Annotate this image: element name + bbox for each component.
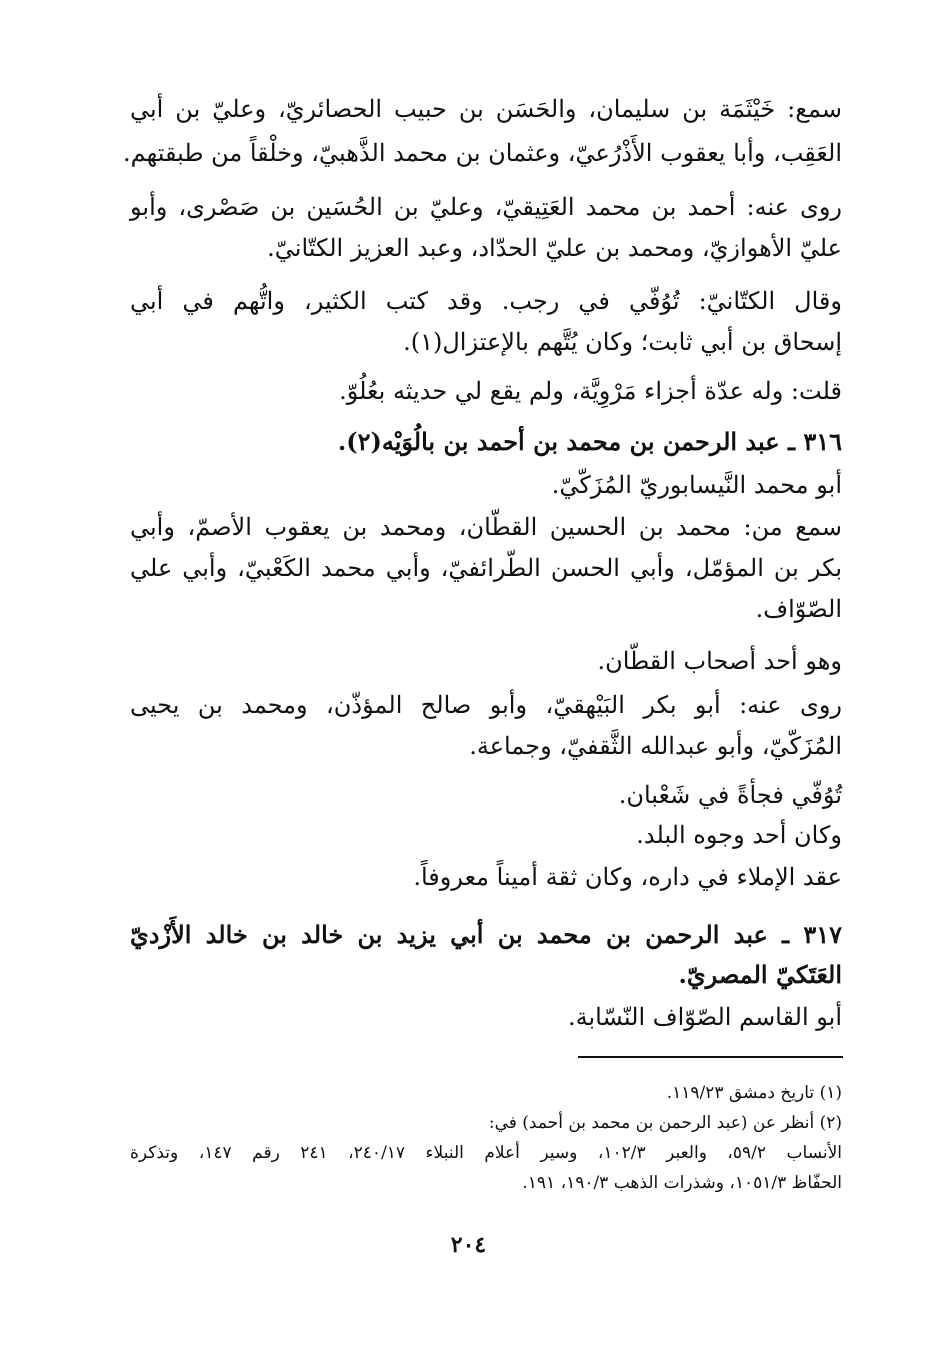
text-line: روى عنه: أحمد بن محمد العَتِيقيّ، وعليّ بن الحُسَين بن صَصْرى، وأبو — [130, 193, 842, 221]
footnote-separator — [578, 1056, 843, 1058]
footnote-1: (١) تاريخ دمشق ١١٩/٢٣. — [666, 1083, 842, 1103]
text-line: العَتَكيّ المصريّ. — [678, 960, 842, 989]
text-line: سمع من: محمد بن الحسين القطّان، ومحمد بن يعقوب الأصمّ، وأبي — [130, 513, 842, 541]
text-line: روى عنه: أبو بكر البَيْهقيّ، وأبو صالح المؤذّن، ومحمد بن يحيى — [130, 691, 842, 719]
footnote-2-line: الحفّاظ ١٠٥١/٣، وشذرات الذهب ١٩٠/٣، ١٩١. — [522, 1173, 842, 1193]
text-line: سمع: خَيْثَمَة بن سليمان، والحَسَن بن حبيب الحصائريّ، وعليّ بن أبي — [130, 95, 842, 123]
entry-heading-316: ٣١٦ ـ عبد الرحمن بن محمد بن أحمد بن بالُوَيْه(٢). — [337, 427, 842, 456]
text-line: أبو محمد النَّيسابوريّ المُزَكّيّ. — [551, 471, 842, 499]
text-line: عليّ الأهوازيّ، ومحمد بن عليّ الحدّاد، وعبد العزيز الكتّانيّ. — [267, 234, 842, 262]
text-line: بكر بن المؤمّل، وأبي الحسن الطّرائفيّ، وأبي محمد الكَعْبيّ، وأبي علي — [130, 554, 842, 582]
entry-heading-317: ٣١٧ ـ عبد الرحمن بن محمد بن أبي يزيد بن خالد بن خالد الأَزْديّ — [130, 920, 842, 949]
text-line: وهو أحد أصحاب القطّان. — [597, 647, 842, 675]
footnote-2: (٢) أنظر عن (عبد الرحمن بن محمد بن أحمد) في: — [488, 1113, 842, 1133]
text-line: وكان أحد وجوه البلد. — [636, 821, 842, 849]
text-line: وقال الكتّانيّ: تُوُفّي في رجب. وقد كتب الكثير، واتُّهم في أبي — [130, 287, 842, 315]
text-line: العَقِب، وأبا يعقوب الأَذْرُعيّ، وعثمان بن محمد الذَّهبيّ، وخلْقاً من طبقتهم. — [123, 139, 842, 167]
text-line: تُوُفّي فجأةً في شَعْبان. — [618, 781, 842, 809]
footnote-2-line: الأنساب ٥٩/٢، والعبر ١٠٢/٣، وسير أعلام النبلاء ٢٤٠/١٧، ٢٤١ رقم ١٤٧، وتذكرة — [130, 1143, 843, 1163]
text-line: عقد الإملاء في داره، وكان ثقة أميناً معروفاً. — [413, 863, 842, 891]
text-line: المُزَكّيّ، وأبو عبدالله الثَّقفيّ، وجماعة. — [469, 732, 842, 760]
text-line: أبو القاسم الصّوّاف النّسّابة. — [567, 1003, 842, 1031]
text-line: إسحاق بن أبي ثابت؛ وكان يُتَّهم بالإعتزال(١). — [403, 328, 842, 356]
text-line: قلت: وله عدّة أجزاء مَرْوِيَّة، ولم يقع لي حديثه بعُلُوّ. — [339, 377, 842, 405]
page-number: ٢٠٤ — [450, 1232, 487, 1258]
text-line: الصّوّاف. — [755, 595, 842, 623]
